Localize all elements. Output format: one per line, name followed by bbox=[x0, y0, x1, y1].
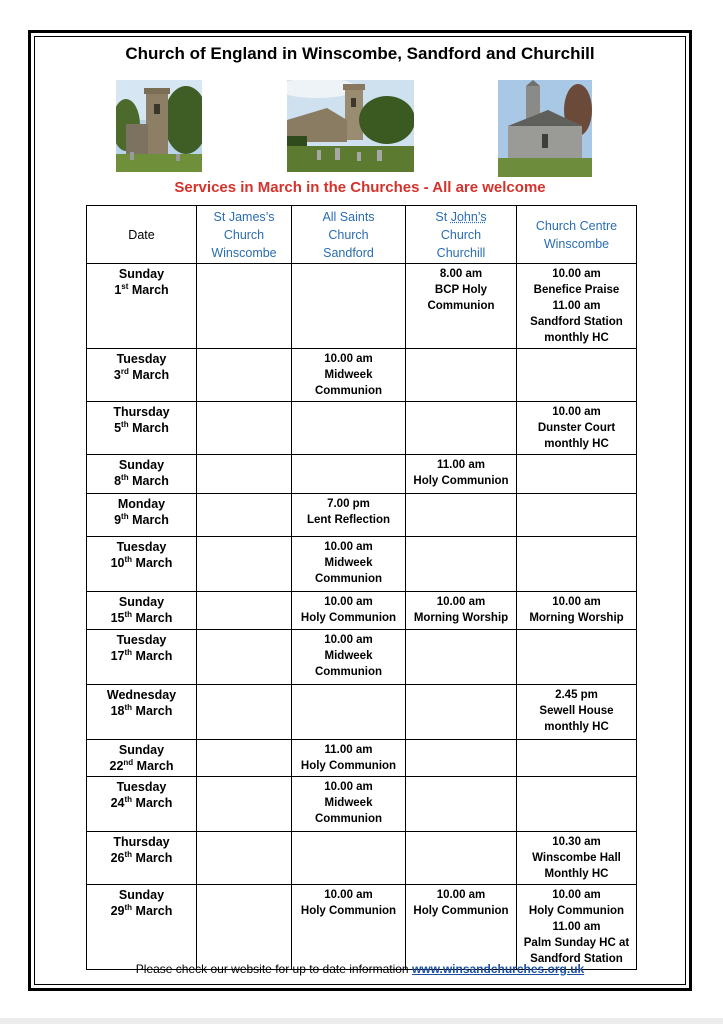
service-line: 10.00 am bbox=[436, 889, 486, 901]
date-cell bbox=[87, 537, 197, 592]
service-line: Morning Worship bbox=[529, 612, 624, 624]
service-cell-c3 bbox=[406, 832, 517, 885]
service-cell-c3 bbox=[406, 494, 517, 537]
table-row bbox=[87, 740, 637, 777]
ordinal-suffix: th bbox=[121, 419, 129, 429]
service-cell-c1 bbox=[197, 592, 292, 630]
day-name: Tuesday bbox=[116, 352, 167, 366]
service-line: Communion bbox=[314, 573, 383, 585]
service-cell-c2 bbox=[292, 264, 406, 349]
date-line bbox=[89, 648, 194, 664]
service-line: Monthly HC bbox=[544, 868, 609, 880]
service-cell-c1 bbox=[197, 885, 292, 970]
date-line bbox=[89, 703, 194, 719]
service-cell-c1 bbox=[197, 264, 292, 349]
service-cell-c2 bbox=[292, 402, 406, 455]
st-james-church-photo bbox=[116, 80, 202, 172]
date-line bbox=[89, 420, 194, 436]
service-line: Palm Sunday HC at bbox=[523, 937, 630, 949]
header-line: Winscombe bbox=[211, 245, 277, 260]
service-line: Midweek bbox=[324, 797, 373, 809]
date-cell bbox=[87, 264, 197, 349]
service-line: 10.00 am bbox=[324, 634, 373, 646]
service-cell-c1 bbox=[197, 685, 292, 740]
service-line: Holy Communion bbox=[300, 760, 397, 772]
st-johns-church-photo bbox=[498, 80, 592, 177]
service-line: monthly HC bbox=[544, 721, 609, 733]
day-number: 17 bbox=[110, 649, 125, 663]
service-cell-c2 bbox=[292, 455, 406, 494]
services-subtitle: Services in March in the Churches - All are welcome bbox=[174, 179, 546, 196]
ordinal-suffix: th bbox=[124, 609, 133, 619]
day-name: Monday bbox=[117, 497, 166, 511]
day-number: 3 bbox=[113, 368, 121, 382]
footer-note bbox=[34, 962, 686, 976]
service-cell-c4 bbox=[517, 740, 637, 777]
day-number: 24 bbox=[110, 796, 125, 810]
date-line bbox=[89, 367, 194, 383]
service-cell-c1 bbox=[197, 494, 292, 537]
day-number: 5 bbox=[114, 421, 122, 435]
service-line: Communion bbox=[314, 666, 383, 678]
table-row bbox=[87, 592, 637, 630]
header-line bbox=[408, 208, 514, 226]
header-line: All Saints bbox=[322, 209, 375, 224]
service-line: Midweek bbox=[324, 650, 373, 662]
header-word: St bbox=[435, 209, 451, 224]
date-line bbox=[89, 473, 194, 489]
service-cell-c2 bbox=[292, 537, 406, 592]
month-name: March bbox=[128, 474, 169, 488]
table-header-row bbox=[87, 206, 637, 264]
date-line bbox=[89, 795, 194, 811]
date-cell bbox=[87, 349, 197, 402]
date-cell bbox=[87, 455, 197, 494]
day-name: Sunday bbox=[118, 743, 165, 757]
all-saints-church-photo bbox=[287, 80, 414, 172]
month-name: March bbox=[132, 649, 173, 663]
date-cell bbox=[87, 832, 197, 885]
service-line: 10.30 am bbox=[552, 836, 601, 848]
service-cell-c3 bbox=[406, 685, 517, 740]
table-row bbox=[87, 630, 637, 685]
ordinal-suffix: rd bbox=[120, 366, 129, 376]
table-row bbox=[87, 777, 637, 832]
day-number: 18 bbox=[110, 704, 125, 718]
ordinal-suffix: th bbox=[121, 511, 129, 521]
date-line bbox=[89, 758, 194, 774]
service-line: monthly HC bbox=[544, 332, 609, 344]
service-cell-c1 bbox=[197, 740, 292, 777]
header-line: St James’s bbox=[213, 209, 275, 224]
table-row bbox=[87, 455, 637, 494]
service-cell-c3 bbox=[406, 402, 517, 455]
services-table bbox=[86, 205, 637, 970]
service-line: Lent Reflection bbox=[306, 514, 391, 526]
service-cell-c3 bbox=[406, 455, 517, 494]
header-line: Church bbox=[328, 227, 369, 242]
service-line: Holy Communion bbox=[300, 612, 397, 624]
day-name: Wednesday bbox=[106, 688, 177, 702]
service-cell-c2 bbox=[292, 630, 406, 685]
header-line: Sandford bbox=[323, 245, 374, 260]
table-row bbox=[87, 832, 637, 885]
day-number: 22 bbox=[109, 759, 124, 773]
header-line: Church bbox=[223, 227, 265, 242]
header-line: Winscombe bbox=[543, 236, 610, 251]
day-name: Sunday bbox=[118, 888, 165, 902]
service-line: Sandford Station bbox=[530, 953, 623, 965]
service-cell-c4 bbox=[517, 592, 637, 630]
month-name: March bbox=[128, 283, 169, 297]
service-line: Midweek bbox=[324, 369, 373, 381]
date-cell bbox=[87, 592, 197, 630]
table-row bbox=[87, 537, 637, 592]
service-line: Sandford Station bbox=[530, 316, 623, 328]
service-line: 7.00 pm bbox=[327, 498, 370, 510]
service-cell-c4 bbox=[517, 494, 637, 537]
service-cell-c4 bbox=[517, 349, 637, 402]
ordinal-suffix: nd bbox=[123, 757, 134, 767]
day-name: Sunday bbox=[118, 267, 165, 281]
ordinal-suffix: th bbox=[121, 472, 129, 482]
service-line: Communion bbox=[427, 300, 495, 312]
service-cell-c2 bbox=[292, 685, 406, 740]
day-number: 26 bbox=[110, 851, 125, 865]
column-header-st-james bbox=[197, 206, 292, 264]
month-name: March bbox=[128, 421, 169, 435]
day-number: 29 bbox=[110, 904, 125, 918]
service-cell-c3 bbox=[406, 740, 517, 777]
day-number: 10 bbox=[110, 556, 125, 570]
page-title: Church of England in Winscombe, Sandford and Churchill bbox=[125, 44, 595, 63]
service-line: BCP Holy bbox=[434, 284, 488, 296]
service-line: Benefice Praise bbox=[533, 284, 620, 296]
service-cell-c3 bbox=[406, 777, 517, 832]
day-number: 9 bbox=[114, 513, 122, 527]
day-number: 1 bbox=[114, 283, 122, 297]
date-line bbox=[89, 282, 194, 298]
service-cell-c4 bbox=[517, 630, 637, 685]
service-line: 11.00 am bbox=[552, 921, 601, 933]
month-name: March bbox=[132, 611, 173, 625]
day-name: Tuesday bbox=[116, 540, 167, 554]
ordinal-suffix: th bbox=[124, 554, 133, 564]
service-cell-c4 bbox=[517, 685, 637, 740]
service-cell-c3 bbox=[406, 537, 517, 592]
service-line: Holy Communion bbox=[528, 905, 625, 917]
date-cell bbox=[87, 494, 197, 537]
service-line: 11.00 am bbox=[437, 459, 485, 471]
service-line: 10.00 am bbox=[324, 541, 373, 553]
service-cell-c2 bbox=[292, 349, 406, 402]
service-line: 10.00 am bbox=[552, 889, 601, 901]
day-name: Thursday bbox=[113, 405, 170, 419]
service-line: Communion bbox=[314, 385, 383, 397]
day-number: 8 bbox=[114, 474, 122, 488]
service-cell-c1 bbox=[197, 349, 292, 402]
table-row bbox=[87, 885, 637, 970]
service-cell-c4 bbox=[517, 832, 637, 885]
service-cell-c4 bbox=[517, 885, 637, 970]
service-cell-c3 bbox=[406, 264, 517, 349]
service-line: Midweek bbox=[324, 557, 373, 569]
service-line: 11.00 am bbox=[552, 300, 601, 312]
service-cell-c1 bbox=[197, 832, 292, 885]
service-cell-c4 bbox=[517, 777, 637, 832]
date-cell bbox=[87, 630, 197, 685]
ordinal-suffix: th bbox=[124, 794, 133, 804]
service-line: 10.00 am bbox=[552, 596, 601, 608]
service-cell-c2 bbox=[292, 885, 406, 970]
date-cell bbox=[87, 885, 197, 970]
month-name: March bbox=[132, 796, 173, 810]
service-cell-c4 bbox=[517, 264, 637, 349]
footer-text: Please check our website for up to date information bbox=[135, 962, 412, 976]
service-line: Communion bbox=[314, 813, 383, 825]
service-cell-c1 bbox=[197, 455, 292, 494]
table-row bbox=[87, 264, 637, 349]
date-cell bbox=[87, 777, 197, 832]
column-header-all-saints bbox=[292, 206, 406, 264]
service-cell-c1 bbox=[197, 537, 292, 592]
day-name: Tuesday bbox=[116, 780, 167, 794]
service-line: Morning Worship bbox=[413, 612, 509, 624]
table-row bbox=[87, 402, 637, 455]
ordinal-suffix: th bbox=[124, 902, 133, 912]
service-cell-c2 bbox=[292, 740, 406, 777]
header-word-underlined: John’s bbox=[450, 209, 487, 224]
date-line bbox=[89, 512, 194, 528]
table-row bbox=[87, 685, 637, 740]
date-line bbox=[89, 555, 194, 571]
service-cell-c3 bbox=[406, 349, 517, 402]
ordinal-suffix: th bbox=[124, 849, 133, 859]
service-line: 2.45 pm bbox=[555, 689, 598, 701]
service-line: 10.00 am bbox=[552, 406, 601, 418]
month-name: March bbox=[132, 556, 173, 570]
ordinal-suffix: st bbox=[121, 281, 129, 291]
service-line: Holy Communion bbox=[413, 905, 509, 917]
table-body bbox=[87, 264, 637, 970]
date-cell bbox=[87, 685, 197, 740]
service-line: 8.00 am bbox=[439, 268, 483, 280]
service-cell-c4 bbox=[517, 402, 637, 455]
service-cell-c1 bbox=[197, 402, 292, 455]
service-cell-c2 bbox=[292, 592, 406, 630]
service-cell-c2 bbox=[292, 494, 406, 537]
service-line: 10.00 am bbox=[552, 268, 601, 280]
service-cell-c2 bbox=[292, 832, 406, 885]
service-line: Winscombe Hall bbox=[532, 852, 621, 864]
table-row bbox=[87, 494, 637, 537]
ordinal-suffix: th bbox=[124, 702, 133, 712]
service-cell-c1 bbox=[197, 777, 292, 832]
service-line: Holy Communion bbox=[300, 905, 397, 917]
service-line: 10.00 am bbox=[324, 889, 373, 901]
month-name: March bbox=[132, 704, 173, 718]
header-line: Churchill bbox=[436, 245, 486, 260]
month-name: March bbox=[132, 904, 173, 918]
service-cell-c4 bbox=[517, 537, 637, 592]
header-line: Church Centre bbox=[535, 218, 618, 233]
ordinal-suffix: th bbox=[124, 647, 133, 657]
date-line bbox=[89, 850, 194, 866]
day-name: Sunday bbox=[118, 458, 165, 472]
service-line: 10.00 am bbox=[324, 596, 373, 608]
day-number: 15 bbox=[110, 611, 125, 625]
website-link[interactable]: www.winsandchurches.org.uk bbox=[411, 962, 585, 976]
service-line: monthly HC bbox=[544, 438, 609, 450]
month-name: March bbox=[133, 759, 174, 773]
service-cell-c3 bbox=[406, 885, 517, 970]
service-line: Holy Communion bbox=[413, 475, 509, 487]
day-name: Thursday bbox=[113, 835, 170, 849]
service-cell-c3 bbox=[406, 592, 517, 630]
date-cell bbox=[87, 740, 197, 777]
service-cell-c4 bbox=[517, 455, 637, 494]
column-header-church-centre bbox=[517, 206, 637, 264]
table-row bbox=[87, 349, 637, 402]
month-name: March bbox=[128, 513, 169, 527]
column-header-st-johns bbox=[406, 206, 517, 264]
date-line bbox=[89, 903, 194, 919]
service-line: 10.00 am bbox=[324, 353, 373, 365]
date-line bbox=[89, 610, 194, 626]
month-name: March bbox=[132, 851, 173, 865]
column-header-date: Date bbox=[87, 206, 197, 264]
date-cell bbox=[87, 402, 197, 455]
service-line: 10.00 am bbox=[324, 781, 373, 793]
service-line: Dunster Court bbox=[537, 422, 616, 434]
service-line: Sewell House bbox=[539, 705, 614, 717]
service-cell-c2 bbox=[292, 777, 406, 832]
service-cell-c3 bbox=[406, 630, 517, 685]
header-line: Church bbox=[440, 227, 482, 242]
day-name: Sunday bbox=[118, 595, 165, 609]
day-name: Tuesday bbox=[116, 633, 167, 647]
service-cell-c1 bbox=[197, 630, 292, 685]
month-name: March bbox=[128, 368, 170, 382]
service-line: 11.00 am bbox=[324, 744, 373, 756]
service-line: 10.00 am bbox=[436, 596, 486, 608]
